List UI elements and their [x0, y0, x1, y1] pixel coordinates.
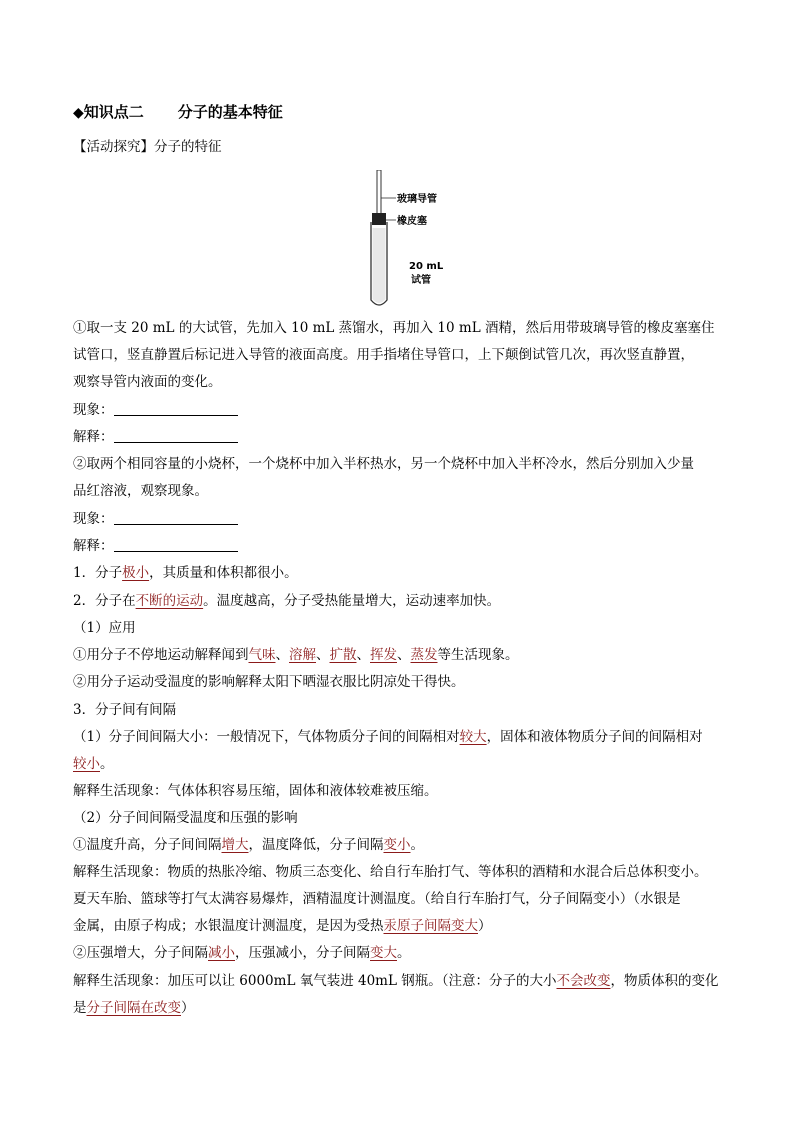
test-tube-diagram: [362, 170, 462, 310]
test-tube-figure: [362, 170, 462, 310]
exp2-line1: ②取两个相同容量的小烧杯，一个烧杯中加入半杯热水，另一个烧杯中加入半杯冷水，然后分别加入少量: [73, 456, 694, 472]
explain-compression: 解释生活现象：气体体积容易压缩，固体和液体较难被压缩。: [73, 783, 438, 799]
application-1: ①用分子不停地运动解释闻到气味、溶解、扩散、挥发、蒸发等生活现象。: [73, 647, 519, 663]
exp1-line3: 观察导管内液面的变化。: [73, 374, 222, 390]
answer-text: 溶解: [289, 647, 316, 663]
explanation-label: 解释：: [73, 429, 114, 445]
exp2-line2: 品红溶液，观察现象。: [73, 483, 208, 499]
point-3: 3．分子间有间隔: [73, 702, 177, 718]
answer-text: 变小: [383, 837, 411, 853]
point-2: 2．分子在不断的运动。温度越高，分子受热能量增大，运动速率加快。: [73, 593, 501, 609]
explain-thermal-line3: 金属，由原子构成；水银温度计测温度，是因为受热汞原子间隔变大）: [73, 918, 492, 934]
answer-blank: [114, 510, 238, 525]
answer-text: 不会改变: [556, 973, 611, 989]
label-volume: 20 mL: [409, 261, 444, 272]
pressure-effect: ②压强增大，分子间隔减小，压强减小，分子间隔变大。: [73, 945, 411, 961]
exp1-line2: 试管口，竖直静置后标记进入导管的液面高度。用手指堵住导管口，上下颠倒试管几次，再次竖直静置，: [73, 347, 694, 363]
answer-text: 较小: [73, 756, 100, 772]
application-heading: （1）应用: [73, 620, 136, 636]
answer-text: 气味: [248, 647, 276, 663]
label-test-tube: 试管: [411, 275, 431, 286]
label-rubber-stopper: 橡皮塞: [397, 216, 427, 227]
answer-text: 汞原子间隔变大: [383, 918, 478, 934]
exp2-explanation: [73, 536, 238, 556]
answer-blank: [114, 401, 238, 416]
explain-pressure-line2: 是分子间隔在改变）: [73, 1000, 195, 1016]
explain-pressure-line1: 解释生活现象：加压可以让 6000mL 氧气装进 40mL 钢瓶。（注意：分子的大小不会改变，物质体积的变化: [73, 973, 719, 989]
interval-size-line2: 较小。: [73, 756, 114, 772]
activity-title: 【活动探究】分子的特征: [73, 139, 222, 155]
explain-thermal-line1: 解释生活现象：物质的热胀冷缩、物质三态变化、给自行车胎打气、等体积的酒精和水混合后总体积变小。: [73, 864, 708, 880]
answer-text: 不断的运动: [135, 593, 204, 609]
exp1-explanation: [73, 427, 238, 447]
answer-text: 蒸发: [410, 647, 438, 663]
exp1-line1: ①取一支 20 mL 的大试管，先加入 10 mL 蒸馏水，再加入 10 mL 酒精，然后用带玻璃导管的橡皮塞塞住: [73, 320, 715, 336]
explanation-label: 解释：: [73, 538, 114, 554]
exp2-phenomenon: [73, 509, 238, 529]
application-2: ②用分子运动受温度的影响解释太阳下晒湿衣服比阴凉处干得快。: [73, 674, 465, 690]
explain-thermal-line2: 夏天车胎、篮球等打气太满容易爆炸，酒精温度计测温度。（给自行车胎打气，分子间隔变小）（水银是: [73, 891, 681, 907]
answer-text: 变大: [370, 945, 397, 961]
answer-text: 扩散: [329, 647, 357, 663]
section-label: 知识点二: [83, 103, 144, 121]
answer-text: 增大: [221, 837, 249, 853]
phenomenon-label: 现象：: [73, 402, 114, 418]
section-heading: [73, 101, 283, 122]
answer-blank: [114, 537, 238, 552]
point-1: 1．分子极小，其质量和体积都很小。: [73, 565, 298, 581]
answer-blank: [114, 428, 238, 443]
answer-text: 极小: [122, 565, 150, 581]
phenomenon-label: 现象：: [73, 511, 114, 527]
label-glass-tube: 玻璃导管: [397, 194, 437, 205]
answer-text: 减小: [208, 945, 235, 961]
interval-size-line1: （1）分子间间隔大小：一般情况下，气体物质分子间的间隔相对较大，固体和液体物质分子间的间隔相对: [73, 729, 703, 745]
answer-text: 分子间隔在改变: [86, 1000, 181, 1016]
answer-text: 挥发: [370, 647, 397, 663]
section-title: 分子的基本特征: [177, 103, 283, 121]
exp1-phenomenon: [73, 400, 238, 420]
temp-pressure-heading: （2）分子间间隔受温度和压强的影响: [73, 810, 298, 826]
answer-text: 较大: [459, 729, 487, 745]
temperature-effect: ①温度升高，分子间间隔增大，温度降低，分子间隔变小。: [73, 837, 424, 853]
diamond-icon: ◆: [73, 105, 84, 121]
